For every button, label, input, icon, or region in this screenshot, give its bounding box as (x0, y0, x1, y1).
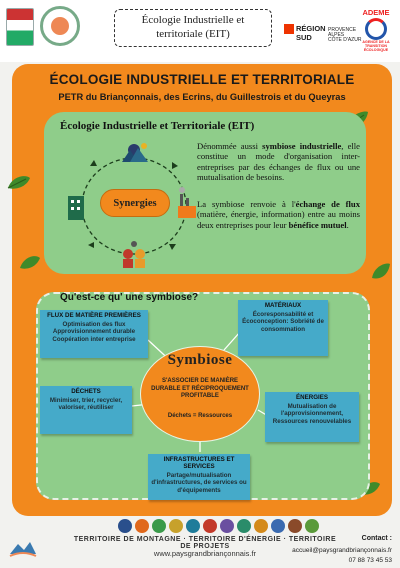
contact-title: Contact : (361, 535, 392, 542)
contact-phone: 07 88 73 45 53 (348, 557, 392, 564)
footer-theme-icon (271, 519, 285, 533)
header-title (114, 9, 272, 47)
footer-theme-icon (254, 519, 268, 533)
footer-url[interactable]: www.paysgrandbriançonnais.fr (153, 549, 257, 558)
petr-footer-logo (8, 538, 38, 560)
eit-title: Écologie Industrielle et Territoriale (EIT) (60, 120, 255, 132)
footer-theme-icon (118, 519, 132, 533)
mountain-icon (122, 143, 148, 162)
symbiose-box-flux: FLUX DE MATIÈRE PREMIÈRES Optimisation des flux Approvisionnement durable Coopération inter entreprise (40, 310, 148, 358)
building-icon (68, 196, 84, 220)
eit-paragraph-2: La symbiose renvoie à l'échange de flux (matière, énergie, information) entre au moins deux entreprises pour leur bénéfice mutuel. (197, 199, 360, 230)
header-title-line2: territoriale (EIT) (156, 28, 230, 40)
leaf-icon (370, 262, 392, 282)
symbiose-title: Symbiose (167, 352, 233, 368)
footer-theme-icon (203, 519, 217, 533)
circular-logo (40, 6, 80, 46)
region-sud-logo: RÉGION SUD PROVENCE ALPES CÔTE D'AZUR (284, 24, 361, 44)
symbiose-box-infrastructures: INFRASTRUCTURES ET SERVICES Partage/mutualisation d'infrastructures, de services ou d'équipements (148, 454, 250, 500)
symbiose-box-dechets: DÉCHETS Minimiser, trier, recycler, valoriser, réutiliser (40, 386, 132, 434)
eit-paragraph-1: Dénommée aussi symbiose industrielle, elle constitue un mode d'organisation inter-entreprises par des échanges de flux ou une mutualisation de besoins. (197, 141, 361, 182)
page-subtitle: PETR du Briançonnais, des Ecrins, du Guillestrois et du Queyras (58, 92, 346, 102)
footer-theme-icon (186, 519, 200, 533)
symbiose-box-energies: ÉNERGIES Mutualisation de l'approvisionnement, Ressources renouvelables (265, 392, 359, 442)
footer-theme-icon (237, 519, 251, 533)
symbiose-question: Qu'est-ce qu' une symbiose? (60, 292, 199, 303)
header-title-line1: Écologie Industrielle et (141, 14, 245, 27)
petr-logo (6, 8, 34, 46)
footer-theme-icon (152, 519, 166, 533)
page-title: ÉCOLOGIE INDUSTRIELLE ET TERRITORIALE (49, 72, 355, 87)
footer-tagline: TERRITOIRE DE MONTAGNE · TERRITOIRE D'ÉNERGIE · TERRITOIRE DE PROJETS (73, 536, 337, 550)
symbiose-center-sub: Déchets = Ressources (167, 413, 233, 419)
footer-theme-icon (288, 519, 302, 533)
leaf-icon (18, 254, 42, 272)
footer-theme-icon (169, 519, 183, 533)
synergies-label: Synergies (100, 189, 170, 217)
footer-theme-icon (135, 519, 149, 533)
footer-theme-icon (220, 519, 234, 533)
factory-icon (178, 187, 196, 218)
symbiose-box-materiaux: MATÉRIAUX Écoresponsabilité et Écoconception: Sobriété de consommation (238, 300, 328, 356)
symbiose-center-text: S'ASSOCIER DE MANIÈRE DURABLE ET RÉCIPROQUEMENT PROFITABLE (151, 378, 249, 399)
ademe-logo: ADEME AGENCE DE LA TRANSITION ÉCOLOGIQUE (362, 8, 390, 52)
footer-theme-icon (305, 519, 319, 533)
contact-email[interactable]: accueil@paysgrandbriançonnais.fr (292, 547, 392, 554)
leaf-icon (6, 174, 32, 192)
footer-icon-row (118, 519, 319, 533)
